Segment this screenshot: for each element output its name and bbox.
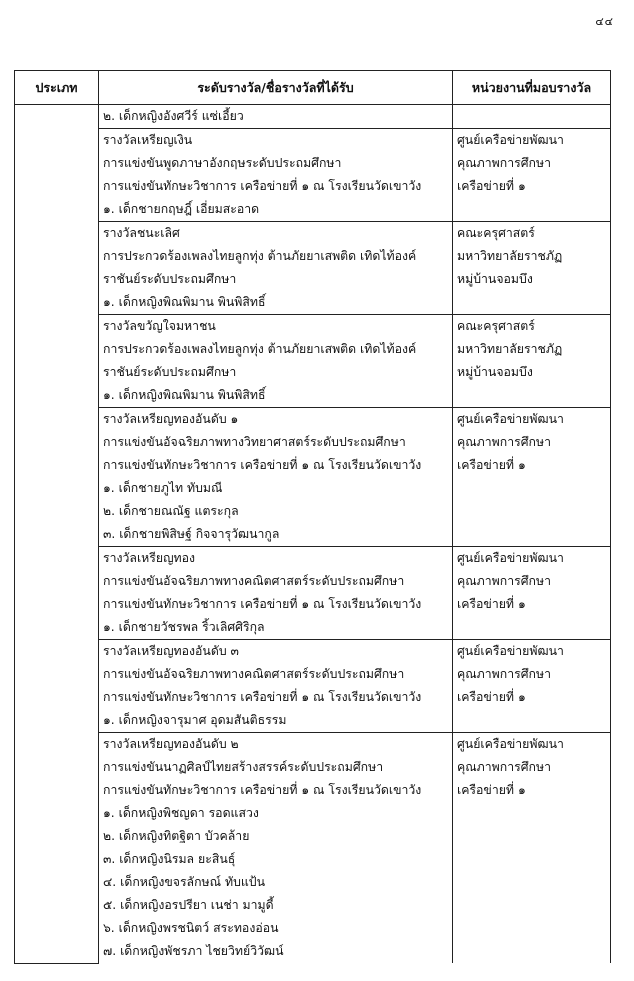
- table-row: [15, 547, 611, 640]
- award-line: การแข่งขันทักษะวิชาการ เครือข่ายที่ ๑ ณ โรงเรียนวัดเขาวัง: [103, 597, 422, 611]
- agency-cell: [453, 222, 611, 315]
- award-line: การแข่งขันทักษะวิชาการ เครือข่ายที่ ๑ ณ โรงเรียนวัดเขาวัง: [103, 458, 422, 472]
- award-line: ๒. เด็กชายณณัฐ แตระกุล: [103, 504, 239, 518]
- award-line: การประกวดร้องเพลงไทยลูกทุ่ง ต้านภัยยาเสพติด เทิดไท้องค์: [103, 249, 417, 263]
- agency-line: เครือข่ายที่ ๑: [457, 597, 526, 611]
- award-line: ๑. เด็กหญิงพิชญดา รอดแสวง: [103, 806, 259, 820]
- award-line: ๓. เด็กหญิงนิรมล ยะสินธุ์: [103, 852, 236, 866]
- agency-line: เครือข่ายที่ ๑: [457, 690, 526, 704]
- agency-line: ศูนย์เครือข่ายพัฒนา: [457, 133, 564, 147]
- award-title: รางวัลเหรียญทองอันดับ ๒: [103, 737, 239, 751]
- page-number: ๔๔: [595, 15, 614, 28]
- table-body: [15, 105, 611, 964]
- award-line: ๑. เด็กหญิงจารุมาศ อุดมสันติธรรม: [103, 713, 287, 727]
- agency-line: ศูนย์เครือข่ายพัฒนา: [457, 551, 564, 565]
- table-row: [15, 640, 611, 733]
- award-line: การแข่งขันทักษะวิชาการ เครือข่ายที่ ๑ ณ โรงเรียนวัดเขาวัง: [103, 179, 422, 193]
- agency-cell: [453, 408, 611, 547]
- agency-line: มหาวิทยาลัยราชภัฏ: [457, 342, 563, 356]
- award-cell: [99, 547, 453, 640]
- table-row: [15, 408, 611, 547]
- table-row: [15, 222, 611, 315]
- agency-cell: [453, 129, 611, 222]
- table-row: [15, 315, 611, 408]
- award-title: รางวัลเหรียญทองอันดับ ๑: [103, 412, 239, 426]
- agency-line: เครือข่ายที่ ๑: [457, 783, 526, 797]
- table-row: [15, 129, 611, 222]
- agency-line: คุณภาพการศึกษา: [457, 574, 551, 588]
- agency-line: คุณภาพการศึกษา: [457, 667, 551, 681]
- award-line: การแข่งขันอัจฉริยภาพทางคณิตศาสตร์ระดับประถมศึกษา: [103, 667, 405, 681]
- award-cell: [99, 222, 453, 315]
- award-cell: [99, 129, 453, 222]
- agency-line: คณะครุศาสตร์: [457, 226, 535, 240]
- agency-line: มหาวิทยาลัยราชภัฏ: [457, 249, 563, 263]
- award-line: การแข่งขันนาฏศิลป์ไทยสร้างสรรค์ระดับประถมศึกษา: [103, 760, 384, 774]
- awards-table: [14, 70, 611, 964]
- agency-line: คุณภาพการศึกษา: [457, 435, 551, 449]
- agency-line: คุณภาพการศึกษา: [457, 760, 551, 774]
- award-line: ๕. เด็กหญิงอรปรียา เนช่า มามูดี้: [103, 898, 274, 912]
- award-title: รางวัลชนะเลิศ: [103, 226, 180, 240]
- agency-cell: [453, 105, 611, 129]
- agency-cell: [453, 315, 611, 408]
- award-cell: [99, 408, 453, 547]
- award-line: ๖. เด็กหญิงพรชนิตว์ สระทองอ่อน: [103, 921, 279, 935]
- agency-line: หมู่บ้านจอมบึง: [457, 365, 533, 379]
- agency-line: คุณภาพการศึกษา: [457, 156, 551, 170]
- award-line: ๑. เด็กหญิงพิณพิมาน พินพิสิทธิ์: [103, 295, 266, 309]
- award-title: รางวัลเหรียญทองอันดับ ๓: [103, 644, 239, 658]
- award-line: การประกวดร้องเพลงไทยลูกทุ่ง ต้านภัยยาเสพติด เทิดไท้องค์: [103, 342, 417, 356]
- agency-line: ศูนย์เครือข่ายพัฒนา: [457, 412, 564, 426]
- award-title: รางวัลขวัญใจมหาชน: [103, 319, 216, 333]
- type-cell: [15, 105, 99, 964]
- award-line: ๔. เด็กหญิงขจรลักษณ์ ทับแป้น: [103, 875, 266, 889]
- header-agency: หน่วยงานที่มอบรางวัล: [453, 71, 611, 105]
- award-cell: [99, 640, 453, 733]
- agency-cell: [453, 733, 611, 964]
- award-line: ๑. เด็กชายกฤษฎิ์ เอี่ยมสะอาด: [103, 202, 260, 216]
- award-cell: [99, 105, 453, 129]
- header-type: ประเภท: [15, 71, 99, 105]
- award-line: ๑. เด็กชายวัชรพล ริ้วเลิศศิริกุล: [103, 620, 265, 634]
- award-cell: [99, 315, 453, 408]
- agency-cell: [453, 640, 611, 733]
- agency-line: เครือข่ายที่ ๑: [457, 179, 526, 193]
- award-line: ราชันย์ระดับประถมศึกษา: [103, 365, 237, 379]
- table-header-row: [15, 71, 611, 105]
- agency-line: ศูนย์เครือข่ายพัฒนา: [457, 644, 564, 658]
- award-line: ๗. เด็กหญิงพัชรภา ไชยวิทย์วิวัฒน์: [103, 944, 284, 958]
- award-line: การแข่งขันทักษะวิชาการ เครือข่ายที่ ๑ ณ โรงเรียนวัดเขาวัง: [103, 783, 422, 797]
- award-line: ๓. เด็กชายพิสิษฐ์ กิจจารุวัฒนากูล: [103, 527, 280, 541]
- award-line: ๑. เด็กหญิงพิณพิมาน พินพิสิทธิ์: [103, 388, 266, 402]
- table-row: [15, 733, 611, 964]
- header-award: ระดับรางวัล/ชื่อรางวัลที่ได้รับ: [99, 71, 453, 105]
- award-title: รางวัลเหรียญทอง: [103, 551, 196, 565]
- award-line: ๑. เด็กชายภูไท ทับมณี: [103, 481, 223, 495]
- agency-cell: [453, 547, 611, 640]
- award-line: การแข่งขันอัจฉริยภาพทางวิทยาศาสตร์ระดับประถมศึกษา: [103, 435, 406, 449]
- agency-line: เครือข่ายที่ ๑: [457, 458, 526, 472]
- agency-line: ศูนย์เครือข่ายพัฒนา: [457, 737, 564, 751]
- award-line: การแข่งขันทักษะวิชาการ เครือข่ายที่ ๑ ณ โรงเรียนวัดเขาวัง: [103, 690, 422, 704]
- award-line: ราชันย์ระดับประถมศึกษา: [103, 272, 237, 286]
- table-row: [15, 105, 611, 129]
- agency-line: หมู่บ้านจอมบึง: [457, 272, 533, 286]
- award-line: การแข่งขันอัจฉริยภาพทางคณิตศาสตร์ระดับประถมศึกษา: [103, 574, 405, 588]
- agency-line: คณะครุศาสตร์: [457, 319, 535, 333]
- award-title: รางวัลเหรียญเงิน: [103, 133, 193, 147]
- award-line: ๒. เด็กหญิงทิตฐิตา บัวคล้าย: [103, 829, 250, 843]
- award-line: ๒. เด็กหญิงอังศวีร์ แซ่เอี้ยว: [103, 109, 244, 123]
- award-cell: [99, 733, 453, 964]
- award-line: การแข่งขันพูดภาษาอังกฤษระดับประถมศึกษา: [103, 156, 342, 170]
